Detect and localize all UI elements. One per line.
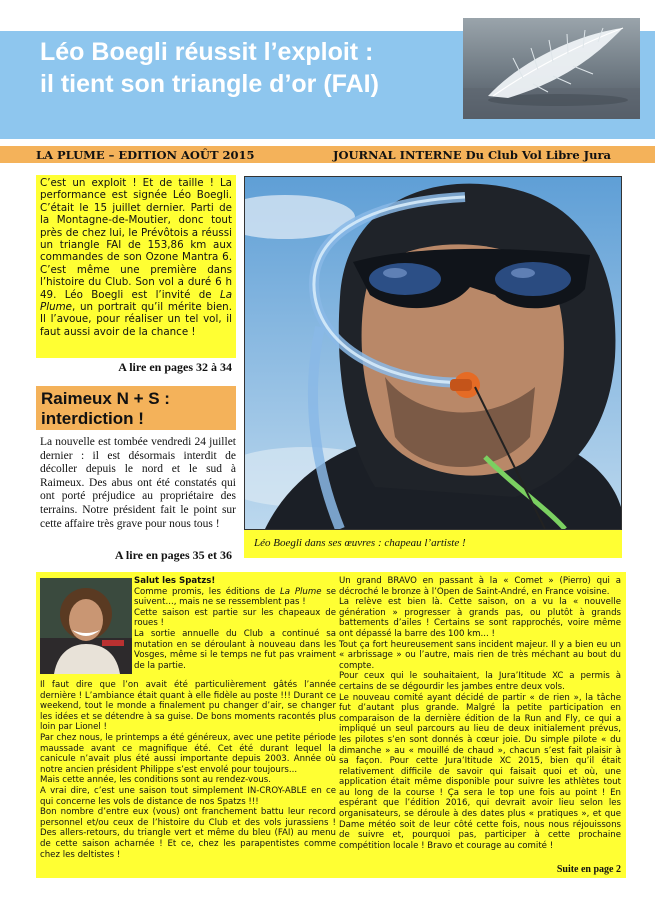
raimeux-body: La nouvelle est tombée vendredi 24 juillet dernier : il est désormais interdit de décoller depuis le nord et le sud à Raimeux. Des abus ont été constatés qui ont porté préjudice au propriétaire des terrains. Notre président fait le point sur cette affaire très grave pour nous tous ! [40,436,236,530]
editorial-r1: Un grand BRAVO en passant à la « Comet » (Pierro) qui a décroché le bronze à l’Open de Saint-André, en France voisine. [339,576,621,597]
feather-illustration [463,18,640,119]
editorial-p1-after: se suivent..., mais ne se ressemblent pas ! [134,586,337,608]
editorial-p1-before: Comme promis, les éditions de [134,586,281,597]
editorial-p5: Par chez nous, le printemps a été généreux, avec une petite période maussade avant ce magnifique été. Cet été durant lequel la canicule n’avait plus été aussi importante depuis 2003. Année où notre ancien président Philippe s’est envolé pour toujours... [40,732,336,775]
intro-article [36,175,236,358]
raimeux-heading: Raimeux N + S : interdiction ! [36,386,236,430]
editorial-r5: Le nouveau comité ayant décidé de partir « de rien », la tâche fut d’autant plus grande. Malgré la petite participation en comparaison de la dernière édition de la Run and Fly, ce qui a impliqué un seul parcours au lieu de deux initialement prévus, les pilotes s’en sont donnés à cœur joie. Du simple pilote « du dimanche » au « mouillé de chaud », chacun s’est fait plaisir à sa façon. Pour cette Jura’Ititude XC 2015, bien qu’il était relativement difficile de savoir qui faisait quoi et où, une application était même disponible pour suivre les athlètes tout au long de la course ! Ça sera le top une fois au point ! En espérant que l’édition 2016, qui devrait avoir lieu selon les organisateurs, se déroule à des dates plus « pratiques », et que Dame météo soit de leur côté cette fois, nous nous réjouissons de suivre et, pourquoi pas, participer à cette prochaine compétition locale ! Bravo et courage au comité ! [339,692,621,851]
intro-text-after: , un portrait qu’il mérite bien. Il l’avoue, pour réaliser un tel vol, il faut aussi avoir de la chance ! [40,301,232,338]
pilot-photo-illustration [245,177,621,529]
editorial-r4: Pour ceux qui le souhaitaient, la Jura’Ititude XC a permis à certains de se dégourdir les jambes entre deux vols. [339,671,621,692]
intro-read-more: A lire en pages 32 à 34 [118,360,232,374]
edition-strip [0,146,655,163]
editorial-right-column [339,576,621,851]
continued-on-page: Suite en page 2 [556,864,621,875]
editorial-p1-italic: La Plume [280,586,322,597]
intro-text-italic: La Plume [40,288,232,314]
edition-label: LA PLUME – EDITION AOÛT 2015 [36,148,255,162]
feather-image [463,18,640,119]
editorial-r2: La relève est bien là. Cette saison, on a vu la « nouvelle génération » progresser à grands pas, ou plutôt à grands battements d’ailes ! Certains se sont rapprochés, voire même ont dépassé la barre des 100 km... ! [339,597,621,639]
editorial-greeting: Salut les Spatzs! [134,576,216,586]
editorial-p4: Il faut dire que l’on avait été particulièrement gâtés l’année dernière ! L’ambiance était quant à elle fidèle au poste !!! Durant ce weekend, tout le monde a finalement pu changer d’air, se changer les idées et se détendre à sa guise. De bons moments racontés plus loin par Lionel ! [40,680,336,733]
intro-text-before: C’est un exploit ! Et de taille ! La performance est signée Léo Boegli. C’était le 15 juillet dernier. Parti de la Montagne-de-Moutier, donc tout près de chez lui, le Prévôtois a réussi un triangle FAI de 153,86 km aux commandes de son Ozone Mantra 6. C’est même une première dans l’histoire du Club. Son vol a duré 6 h 49. Léo Boegli est l’invité de [40,177,232,301]
editorial-p1 [134,587,336,608]
photo-caption: Léo Boegli dans ses œuvres : chapeau l’artiste ! [254,537,466,549]
raimeux-read-more: A lire en pages 35 et 36 [114,548,232,562]
editorial-p6: Mais cette année, les conditions sont au rendez-vous. [40,775,271,786]
editorial-p7: A vrai dire, c’est une saison tout simplement IN-CROY-ABLE en ce qui concerne les vols de distance de nos Spatzs !!! [40,785,336,807]
editorial-p8: Bon nombre d’entre eux (vous) ont franchement battu leur record personnel et/ou ceux de l’histoire du Club et des vols jurassiens ! Des allers-retours, du triangle vert et même du bleu (FAI) au menu de cette saison acharnée ! Et ce, chez les parapentistes comme chez les deltistes ! [40,807,336,860]
page-title [40,36,460,100]
title-line-2: il tient son triangle d’or (FAI) [40,70,379,98]
editorial-p3: La sortie annuelle du Club a continué sa mutation en se déroulant à nouveau dans les Vosges, même si le temps ne fut pas vraiment de la partie. [134,628,336,671]
editorial-intro [134,576,336,671]
editor-portrait-illustration [40,578,132,674]
journal-label: JOURNAL INTERNE Du Club Vol Libre Jura [333,148,611,162]
editorial-r3: Tout ça fort heureusement sans incident majeur. Il y a bien eu un « arbrissage » ou l’autre, mais rien de très méchant au bout du compte. [339,639,621,671]
editorial-left-column [40,680,336,860]
editorial-p2: Cette saison est partie sur les chapeaux de roues ! [134,607,336,629]
editor-portrait [40,578,132,674]
main-photo [244,176,622,530]
title-line-1: Léo Boegli réussit l’exploit : [40,38,374,66]
